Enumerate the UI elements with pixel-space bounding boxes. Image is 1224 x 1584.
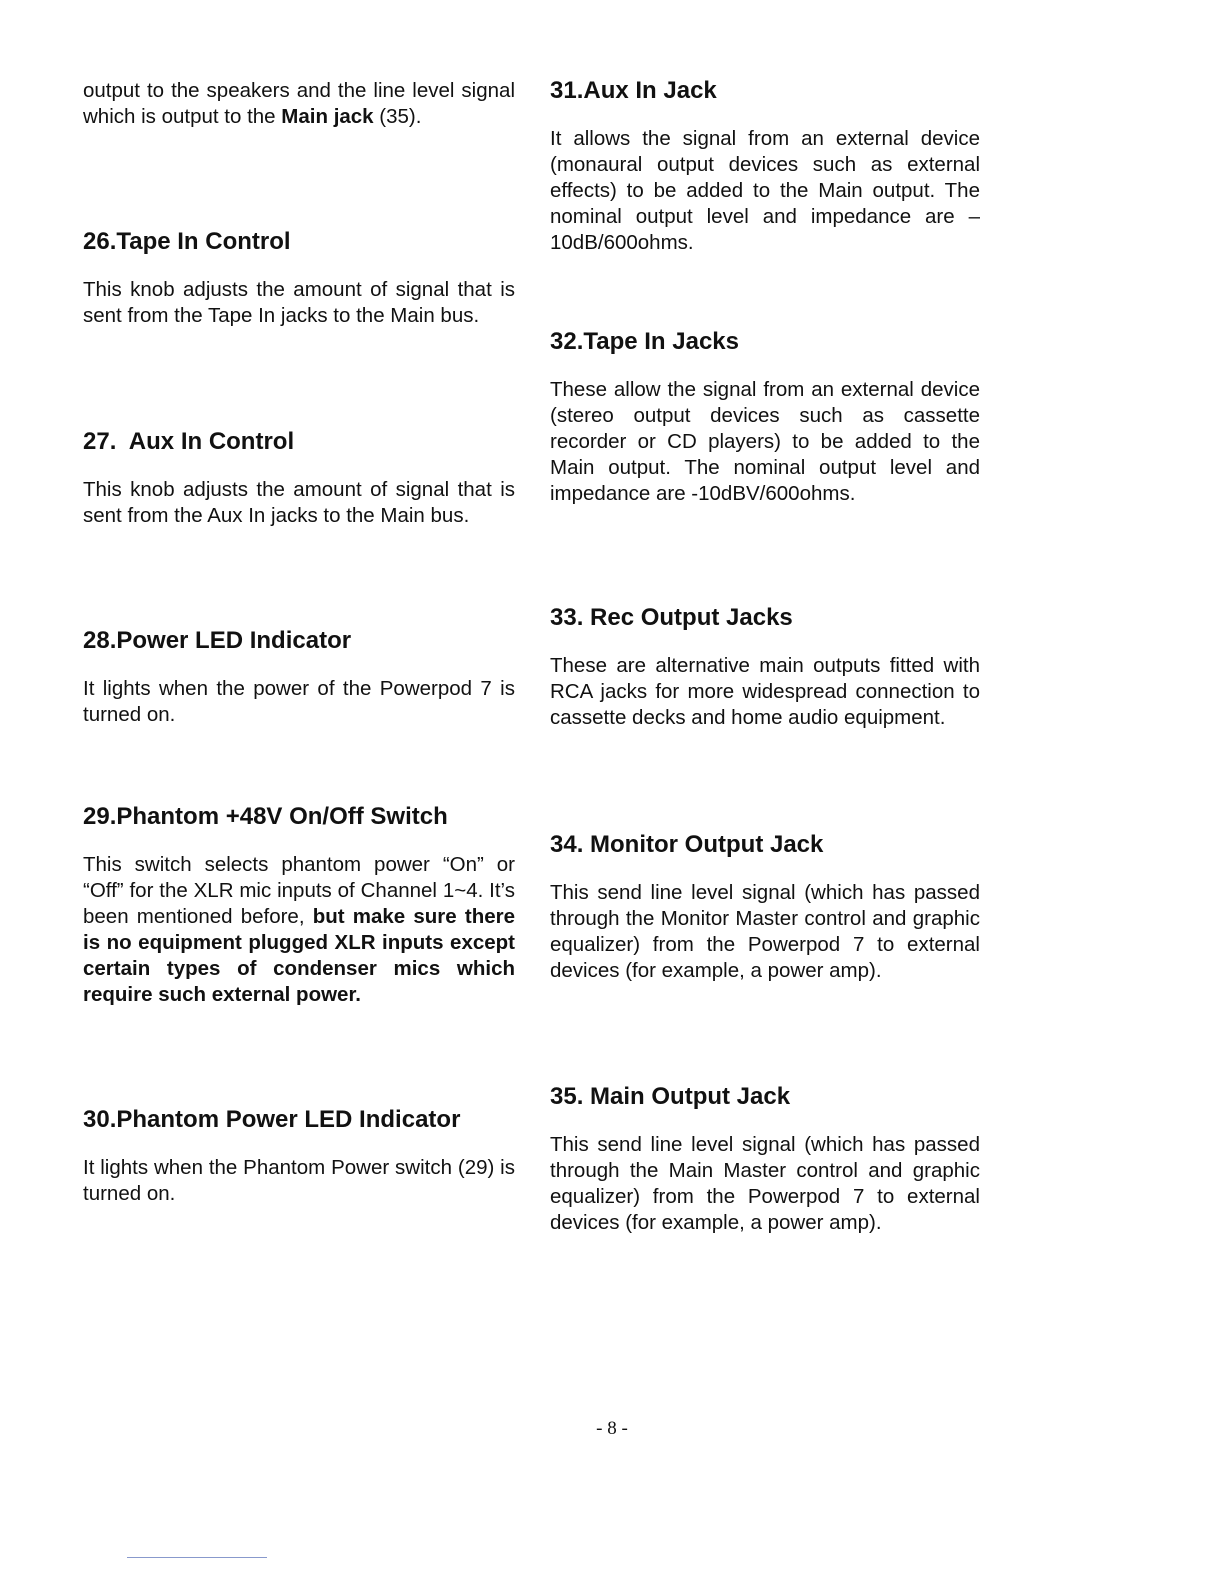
section-34-title: 34. Monitor Output Jack: [550, 831, 824, 858]
section-26-body: This knob adjusts the amount of signal that is sent from the Tape In jacks to the Main bus.: [83, 278, 515, 327]
section-32-body: These allow the signal from an external device (stereo output devices such as cassette recorder or CD players) to be added to the Main output. The nominal output level and impedance are -10dBV/600ohms.: [550, 378, 980, 505]
section-32-title: 32.Tape In Jacks: [550, 328, 739, 355]
section-29: [83, 802, 515, 1008]
section-28: [83, 626, 515, 728]
section-27: [83, 427, 515, 529]
section-28-title: 28.Power LED Indicator: [83, 627, 352, 654]
section-27-body: This knob adjusts the amount of signal that is sent from the Aux In jacks to the Main bus.: [83, 478, 515, 527]
section-35-body: This send line level signal (which has passed through the Main Master control and graphic equalizer) from the Powerpod 7 to external devices (for example, a power amp).: [550, 1133, 980, 1234]
section-31: [550, 76, 980, 256]
section-35: [550, 1082, 980, 1236]
section-33-body: These are alternative main outputs fitted with RCA jacks for more widespread connection to cassette decks and home audio equipment.: [550, 654, 980, 729]
section-33-title: 33. Rec Output Jacks: [550, 604, 793, 631]
section-26: [83, 227, 515, 329]
section-31-title: 31.Aux In Jack: [550, 77, 717, 104]
section-29-body: This switch selects phantom power “On” or “Off” for the XLR mic inputs of Channel 1~4. It’s been mentioned before, but make sure there is no equipment plugged XLR inputs except certain types of condenser mics which require such external power.: [83, 853, 515, 1006]
section-29-title: 29.Phantom +48V On/Off Switch: [83, 803, 448, 830]
section-35-title: 35. Main Output Jack: [550, 1083, 791, 1110]
section-26-title: 26.Tape In Control: [83, 228, 291, 255]
section-31-body: It allows the signal from an external device (monaural output devices such as external effects) to be added to the Main output. The nominal output level and impedance are –10dB/600ohms.: [550, 127, 980, 254]
intro-text: output to the speakers and the line level signal which is output to the Main jack (35).: [83, 79, 515, 128]
section-30: [83, 1105, 515, 1207]
main-jack-reference: Main jack: [281, 105, 374, 128]
intro-paragraph: [83, 78, 515, 130]
section-27-title: 27. Aux In Control: [83, 428, 295, 455]
section-30-title: 30.Phantom Power LED Indicator: [83, 1106, 461, 1133]
section-33: [550, 603, 980, 731]
section-29-warning: but make sure there is no equipment plugged XLR inputs except certain types of condenser mics which require such external power.: [83, 905, 515, 1006]
section-34: [550, 830, 980, 984]
section-28-body: It lights when the power of the Powerpod 7 is turned on.: [83, 677, 515, 726]
section-34-body: This send line level signal (which has passed through the Monitor Master control and graphic equalizer) from the Powerpod 7 to external devices (for example, a power amp).: [550, 881, 980, 982]
section-30-body: It lights when the Phantom Power switch (29) is turned on.: [83, 1156, 515, 1205]
page-number: - 8 -: [596, 1418, 628, 1439]
section-32: [550, 327, 980, 507]
scan-artifact-line: [127, 1557, 267, 1558]
